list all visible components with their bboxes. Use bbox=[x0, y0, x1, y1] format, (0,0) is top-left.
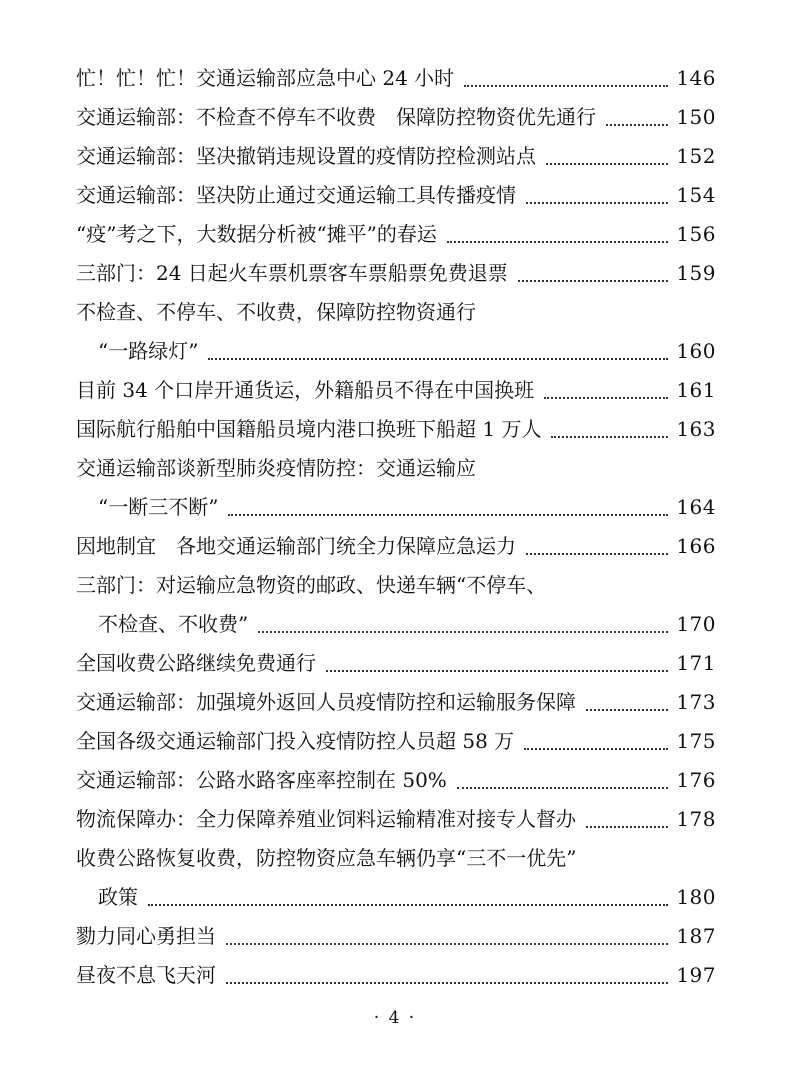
toc-entry-title: “疫”考之下，大数据分析被“摊平”的春运 bbox=[76, 222, 437, 246]
toc-entry[interactable] bbox=[0, 644, 790, 683]
toc-entry-title: 因地制宜 各地交通运输部门统全力保障应急运力 bbox=[76, 534, 516, 558]
toc-entry-title: 三部门：对运输应急物资的邮政、快递车辆“不停车、 bbox=[76, 573, 547, 597]
toc-dot-leader bbox=[551, 436, 668, 438]
toc-dot-leader bbox=[518, 280, 668, 282]
page-number: · 4 · bbox=[373, 1008, 417, 1028]
toc-entry-title: 昼夜不息飞天河 bbox=[76, 963, 216, 987]
toc-entry-title: 交通运输部：加强境外返回人员疫情防控和运输服务保障 bbox=[76, 690, 576, 714]
toc-entry-title: “一路绿灯” bbox=[98, 339, 199, 363]
toc-entry-page: 164 bbox=[676, 495, 716, 519]
toc-entry-page: 187 bbox=[676, 924, 716, 948]
toc-dot-leader bbox=[226, 982, 668, 984]
toc-dot-leader bbox=[526, 553, 668, 555]
table-of-contents bbox=[0, 59, 790, 995]
toc-dot-leader bbox=[526, 202, 668, 204]
toc-entry-title: 忙！忙！忙！交通运输部应急中心 24 小时 bbox=[76, 66, 455, 90]
toc-entry[interactable] bbox=[0, 722, 790, 761]
toc-entry-title: 全国各级交通运输部门投入疫情防控人员超 58 万 bbox=[76, 729, 515, 753]
toc-entry-page: 197 bbox=[676, 963, 716, 987]
toc-entry-title: 勠力同心勇担当 bbox=[76, 924, 216, 948]
toc-entry-page: 156 bbox=[676, 222, 716, 246]
toc-dot-leader bbox=[457, 787, 668, 789]
toc-dot-leader bbox=[326, 670, 668, 672]
toc-entry[interactable] bbox=[0, 956, 790, 995]
toc-entry-page: 170 bbox=[676, 612, 716, 636]
toc-entry[interactable] bbox=[0, 527, 790, 566]
toc-entry-page: 159 bbox=[676, 261, 716, 285]
toc-entry-page: 150 bbox=[676, 105, 716, 129]
toc-entry-page: 173 bbox=[676, 690, 716, 714]
toc-entry-title: 全国收费公路继续免费通行 bbox=[76, 651, 316, 675]
toc-entry[interactable] bbox=[0, 605, 790, 644]
toc-entry-page: 152 bbox=[676, 144, 716, 168]
toc-entry-page: 180 bbox=[676, 885, 716, 909]
toc-entry[interactable] bbox=[0, 137, 790, 176]
toc-entry-page: 166 bbox=[676, 534, 716, 558]
toc-dot-leader bbox=[544, 397, 668, 399]
toc-entry[interactable] bbox=[0, 98, 790, 137]
toc-entry-title: 物流保障办：全力保障养殖业饲料运输精准对接专人督办 bbox=[76, 807, 576, 831]
toc-entry-title: 交通运输部：坚决撤销违规设置的疫情防控检测站点 bbox=[76, 144, 536, 168]
toc-entry-title: 交通运输部：坚决防止通过交通运输工具传播疫情 bbox=[76, 183, 516, 207]
toc-entry-page: 175 bbox=[676, 729, 716, 753]
toc-entry[interactable] bbox=[0, 878, 790, 917]
toc-entry-page: 171 bbox=[676, 651, 716, 675]
toc-entry[interactable] bbox=[0, 449, 790, 488]
toc-entry-page: 163 bbox=[676, 417, 716, 441]
toc-entry-page: 161 bbox=[676, 378, 716, 402]
toc-entry-page: 176 bbox=[676, 768, 716, 792]
toc-entry[interactable] bbox=[0, 917, 790, 956]
toc-dot-leader bbox=[586, 826, 668, 828]
toc-dot-leader bbox=[258, 631, 668, 633]
toc-dot-leader bbox=[226, 943, 668, 945]
toc-dot-leader bbox=[208, 358, 668, 360]
toc-dot-leader bbox=[546, 163, 668, 165]
toc-entry-title: 政策 bbox=[98, 885, 138, 909]
toc-dot-leader bbox=[524, 748, 668, 750]
toc-entry-title: 交通运输部：不检查不停车不收费 保障防控物资优先通行 bbox=[76, 105, 596, 129]
toc-entry[interactable] bbox=[0, 800, 790, 839]
toc-dot-leader bbox=[447, 241, 668, 243]
toc-entry[interactable] bbox=[0, 371, 790, 410]
toc-entry-title: “一断三不断” bbox=[98, 495, 219, 519]
toc-entry-title: 不检查、不收费” bbox=[98, 612, 249, 636]
toc-dot-leader bbox=[586, 709, 668, 711]
toc-entry-title: 目前 34 个口岸开通货运，外籍船员不得在中国换班 bbox=[76, 378, 535, 402]
toc-entry[interactable] bbox=[0, 566, 790, 605]
toc-entry-title: 国际航行船舶中国籍船员境内港口换班下船超 1 万人 bbox=[76, 417, 542, 441]
toc-entry-page: 146 bbox=[676, 66, 716, 90]
toc-entry[interactable] bbox=[0, 683, 790, 722]
toc-entry[interactable] bbox=[0, 176, 790, 215]
toc-dot-leader bbox=[228, 514, 668, 516]
toc-entry-title: 收费公路恢复收费，防控物资应急车辆仍享“三不一优先” bbox=[76, 846, 577, 870]
toc-dot-leader bbox=[148, 904, 668, 906]
toc-entry[interactable] bbox=[0, 761, 790, 800]
toc-entry[interactable] bbox=[0, 332, 790, 371]
toc-entry[interactable] bbox=[0, 59, 790, 98]
toc-entry-page: 178 bbox=[676, 807, 716, 831]
toc-entry[interactable] bbox=[0, 488, 790, 527]
toc-entry[interactable] bbox=[0, 293, 790, 332]
toc-entry-title: 交通运输部谈新型肺炎疫情防控：交通运输应 bbox=[76, 456, 476, 480]
toc-entry-page: 154 bbox=[676, 183, 716, 207]
toc-dot-leader bbox=[606, 124, 668, 126]
toc-entry[interactable] bbox=[0, 254, 790, 293]
toc-entry[interactable] bbox=[0, 839, 790, 878]
toc-entry-title: 交通运输部：公路水路客座率控制在 50% bbox=[76, 768, 447, 792]
toc-dot-leader bbox=[464, 85, 668, 87]
toc-entry-page: 160 bbox=[676, 339, 716, 363]
toc-entry[interactable] bbox=[0, 410, 790, 449]
toc-entry[interactable] bbox=[0, 215, 790, 254]
toc-entry-title: 三部门：24 日起火车票机票客车票船票免费退票 bbox=[76, 261, 508, 285]
toc-entry-title: 不检查、不停车、不收费，保障防控物资通行 bbox=[76, 300, 476, 324]
